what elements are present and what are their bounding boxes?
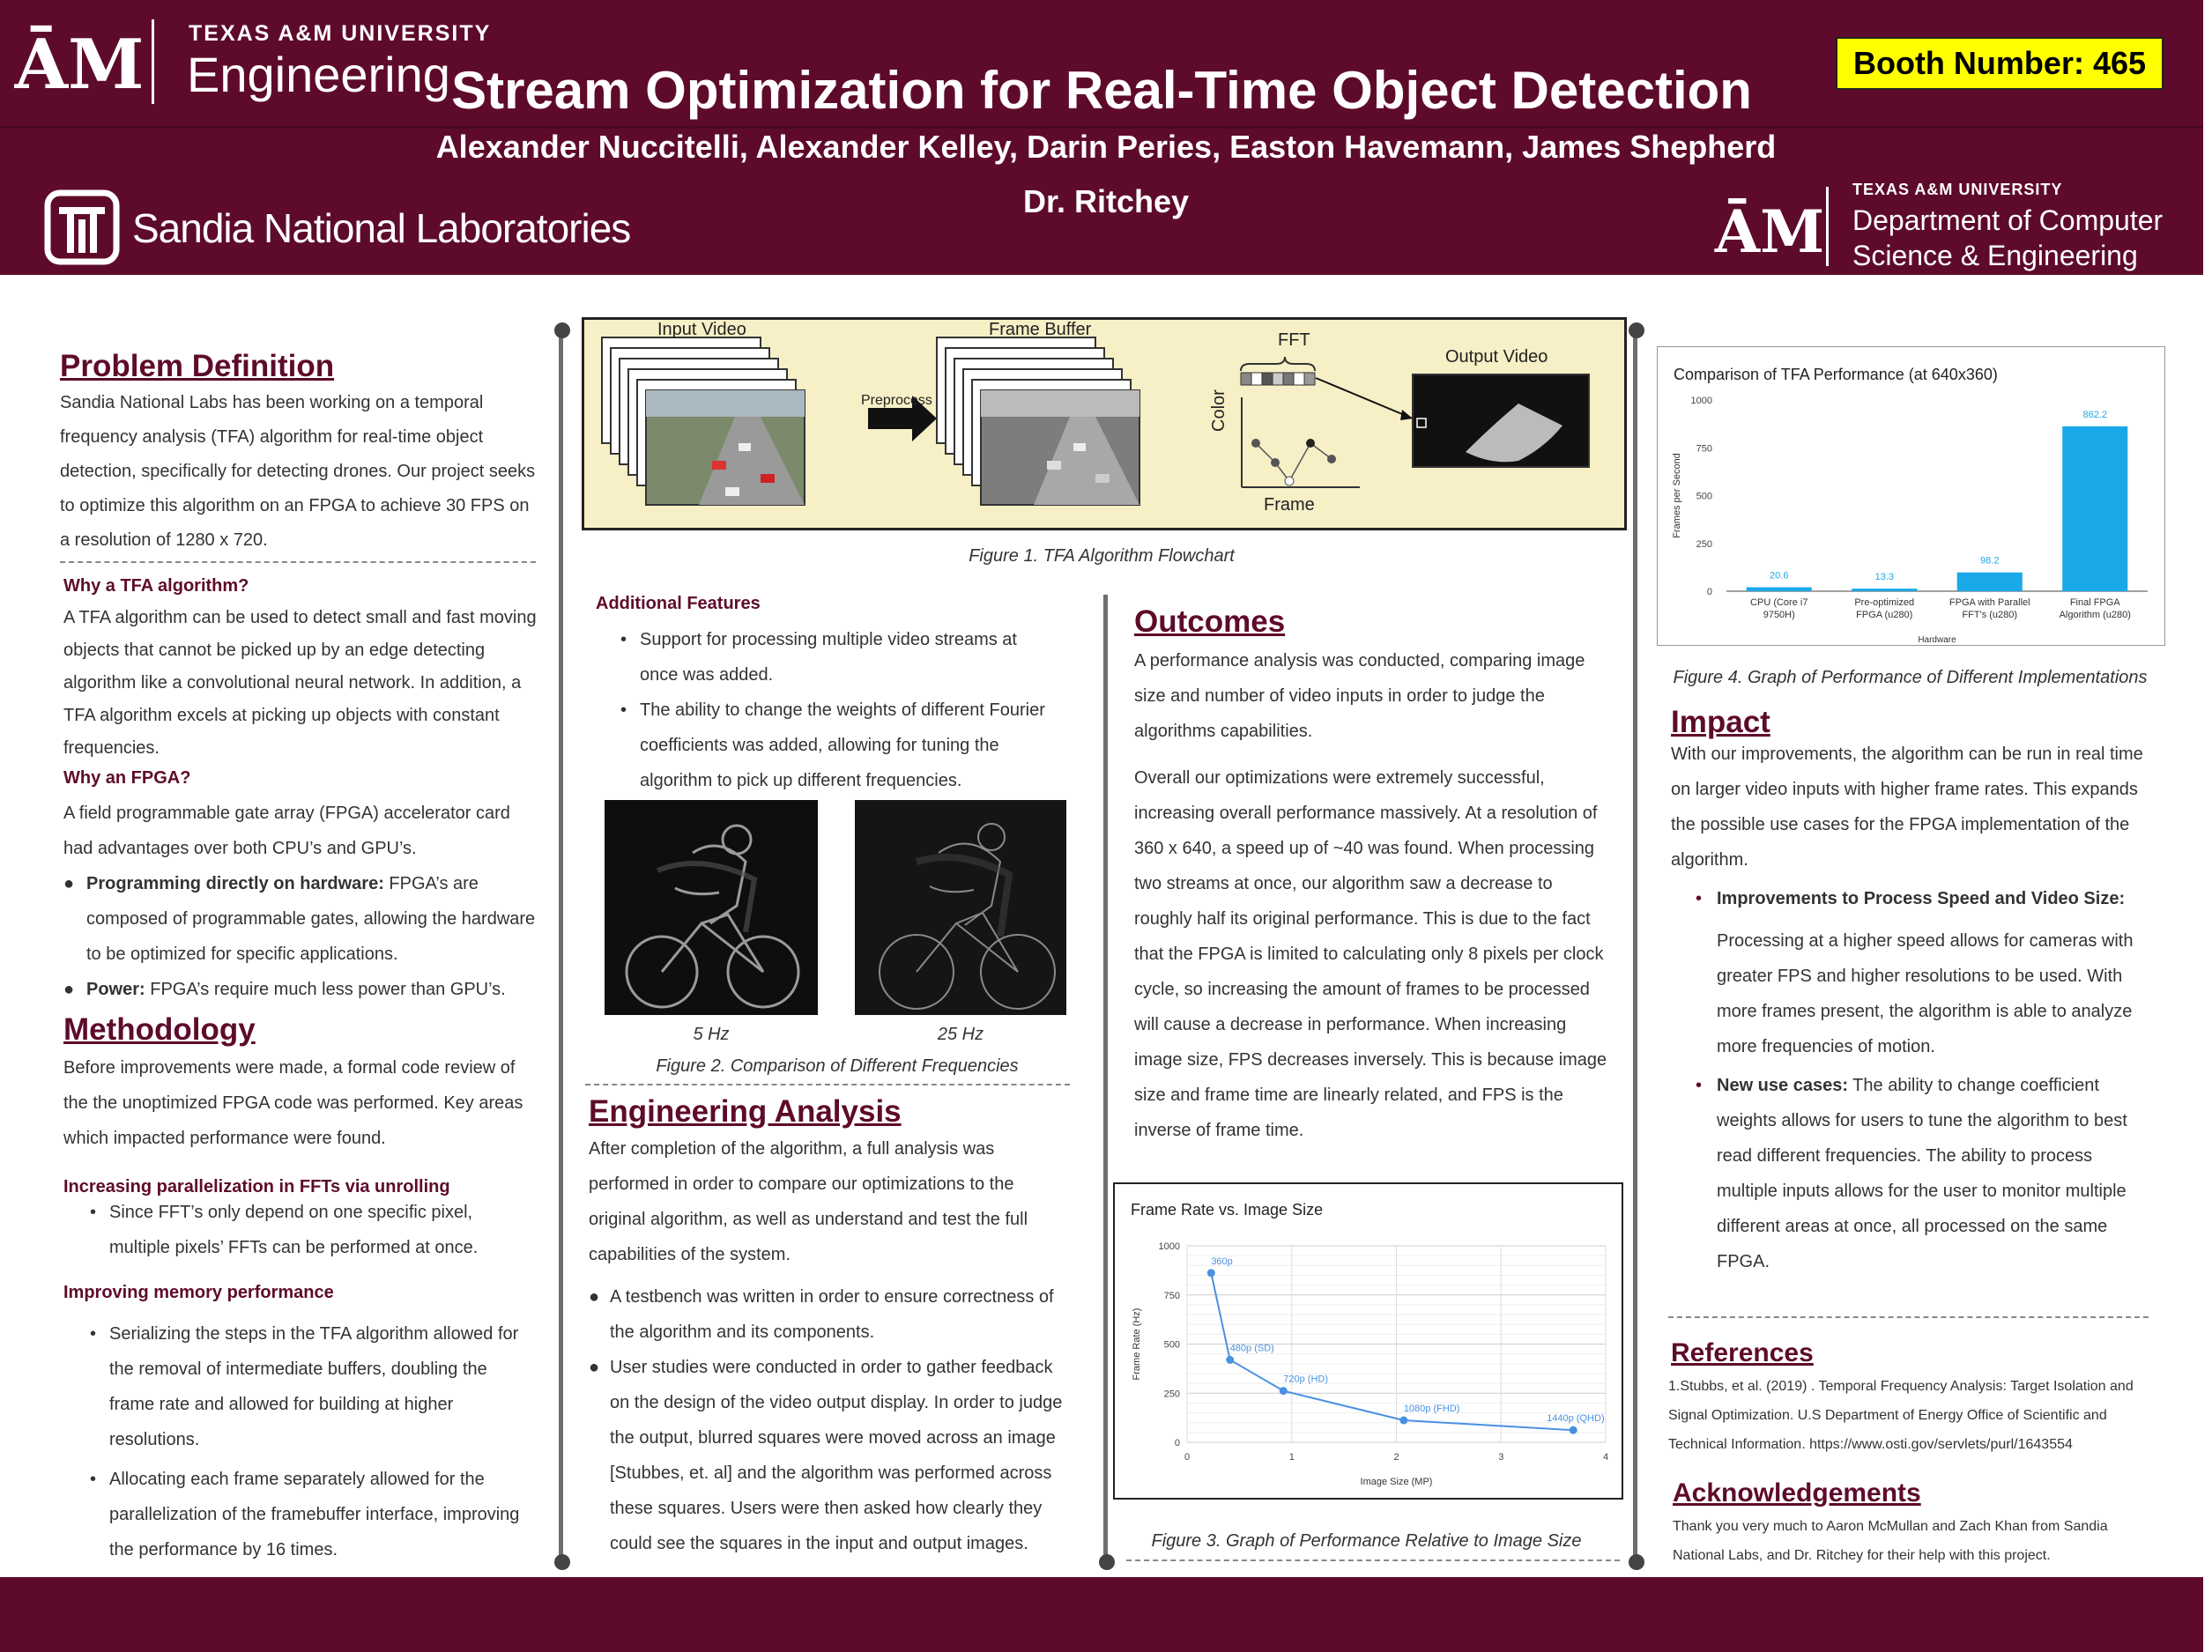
impact-bullet-2-bold: New use cases: xyxy=(1717,1076,1848,1095)
bar-value-label: 862.2 xyxy=(2082,409,2108,420)
bar-value-label: 13.3 xyxy=(1874,572,1894,583)
bar xyxy=(1957,573,2023,591)
methodology-text: Before improvements were made, a formal code review of the the unoptimized FPGA code was performed. Key areas which impacted performance were found. xyxy=(63,1058,523,1148)
point-label: 360p xyxy=(1211,1256,1233,1267)
booth-number-badge: Booth Number: 465 xyxy=(1836,37,2164,90)
sandia-wordmark: Sandia National Laboratories xyxy=(132,205,631,251)
column-divider-2 xyxy=(1103,595,1108,1562)
x-tick-label: 3 xyxy=(1498,1452,1504,1463)
bullet-icon: • xyxy=(1696,1076,1703,1095)
divider-3-top-dot xyxy=(1629,322,1644,338)
img1-label: 5 Hz xyxy=(693,1025,730,1044)
engineering-analysis-text: After completion of the algorithm, a full analysis was performed in order to compare our optimizations to the original algorithm, as well as understand and test the full capabilities of the system. xyxy=(589,1139,1028,1264)
fpga-bullet-hardware-bold: Programming directly on hardware: xyxy=(86,874,384,893)
data-point xyxy=(1570,1426,1577,1434)
engineering-bullet-1-text: A testbench was written in order to ensure correctness of the algorithm and its components. xyxy=(610,1287,1054,1342)
bullet-icon: ● xyxy=(63,874,75,893)
img2-label: 25 Hz xyxy=(937,1025,984,1044)
engineering-bullet-2-text: User studies were conducted in order to gather feedback on the design of the video output display. In order to judge the output, blurred squares were moved across an image [Stubbes, et. al] and the algorithm was performed across these squares. Users were then asked how clearly they could see the squares in the input and output images. xyxy=(610,1358,1063,1553)
why-fpga-text: A field programmable gate array (FPGA) accelerator card had advantages over both CPU’s and GPU’s. xyxy=(63,804,510,858)
engineering-bullet-2 xyxy=(589,1350,1077,1561)
cyclist-25hz-image xyxy=(855,800,1066,1015)
bullet-icon: • xyxy=(90,1203,97,1222)
problem-divider xyxy=(60,561,536,563)
category-label: Pre-optimized xyxy=(1854,597,1915,608)
category-label: FPGA (u280) xyxy=(1856,610,1913,620)
outcomes-p1: A performance analysis was conducted, comparing image size and number of video inputs in order to judge the algorithms capabilities. xyxy=(1134,651,1585,741)
data-point xyxy=(1226,1356,1234,1364)
impact-bullet-2-text: The ability to change coefficient weights allows for users to tune the algorithm to best read different frequencies. The ability to process multiple inputs allows for the user to monitor multiple different areas at once, all processed on the same FPGA. xyxy=(1717,1076,2127,1271)
y-axis-label: Frames per Second xyxy=(1672,453,1682,538)
x-tick-label: 1 xyxy=(1288,1452,1295,1463)
color-axis-label: Color xyxy=(1209,389,1228,432)
category-label: Algorithm (u280) xyxy=(2059,610,2131,620)
figure3-caption: Figure 3. Graph of Performance Relative to Image Size xyxy=(1151,1531,1582,1551)
divider-1-top-dot xyxy=(554,322,570,338)
frame-axis-label: Frame xyxy=(1264,495,1315,515)
problem-definition-heading: Problem Definition xyxy=(60,349,335,383)
svg-text:ĀM: ĀM xyxy=(14,25,145,105)
tfa-performance-chart xyxy=(1657,346,2165,646)
figure4-caption: Figure 4. Graph of Performance of Different Implementations xyxy=(1673,668,2148,687)
input-video-stack xyxy=(602,337,805,505)
x-axis-label: Image Size (MP) xyxy=(1360,1477,1433,1487)
y-tick-label: 0 xyxy=(1706,587,1712,597)
bar-value-label: 98.2 xyxy=(1980,555,2000,567)
tamu-dept-logo-icon xyxy=(1714,189,1825,268)
bullet-icon: • xyxy=(620,700,627,720)
data-point xyxy=(1280,1387,1288,1395)
fft-label: FFT xyxy=(1278,330,1310,350)
dept-line-1: Department of Computer xyxy=(1852,204,2164,236)
outcomes-p2: Overall our optimizations were extremely successful, increasing overall performance massively. At a resolution of 360 x 640, a speed up of ~40 was found. When processing two streams at once, our algorithm saw a decrease to roughly half its original performance. This is due to the fact that the FPGA is limited to calculating only 8 pixels per clock cycle, so increasing the amount of frames to be processed will cause a decrease in performance. When increasing image size, FPS decreases inversely. This is because image size and frame time are linearly related, and FPS is the inverse of frame time. xyxy=(1134,768,1607,1140)
output-video-label: Output Video xyxy=(1445,347,1548,367)
frame-rate-chart xyxy=(1113,1182,1623,1500)
bar xyxy=(2062,426,2127,591)
engineering-wordmark: Engineering xyxy=(187,47,450,102)
footer-bar xyxy=(0,1577,2203,1652)
chart-title: Frame Rate vs. Image Size xyxy=(1131,1201,1324,1219)
data-point xyxy=(1207,1269,1215,1277)
poster-title: Stream Optimization for Real-Time Object Detection xyxy=(451,61,1752,120)
impact-text: With our improvements, the algorithm can be run in real time on larger video inputs with higher frame rates. This expands the possible use cases for the FPGA implementation of the algorithm. xyxy=(1671,745,2143,870)
bullet-icon: • xyxy=(90,1470,97,1489)
advisor-line: Dr. Ritchey xyxy=(1022,183,1190,219)
parallelization-bullet-text: Since FFT’s only depend on one specific pixel, multiple pixels’ FFTs can be performed at once. xyxy=(109,1203,479,1257)
svg-text:ĀM: ĀM xyxy=(1714,197,1825,266)
data-point xyxy=(1399,1417,1407,1425)
parallelization-heading: Increasing parallelization in FFTs via unrolling xyxy=(63,1177,450,1196)
parallelization-bullet xyxy=(90,1195,532,1265)
bullet-icon: • xyxy=(90,1324,97,1344)
fpga-bullet-hardware xyxy=(63,866,538,972)
y-tick-label: 250 xyxy=(1163,1389,1180,1400)
point-label: 480p (SD) xyxy=(1229,1343,1274,1354)
x-tick-label: 4 xyxy=(1602,1452,1609,1463)
why-fpga-heading: Why an FPGA? xyxy=(63,768,191,788)
references-heading: References xyxy=(1671,1338,1814,1367)
cyclist-5hz-image xyxy=(605,800,818,1015)
y-axis-label: Frame Rate (Hz) xyxy=(1132,1308,1142,1381)
category-label: Final FPGA xyxy=(2069,597,2120,608)
y-tick-label: 1000 xyxy=(1690,396,1712,406)
point-label: 720p (HD) xyxy=(1283,1374,1328,1385)
fpga-bullet-hardware-text: FPGA’s are composed of programmable gates, allowing the hardware to be optimized for specific applications. xyxy=(86,874,536,964)
impact-bullet-1-bold: Improvements to Process Speed and Video Size: xyxy=(1717,889,2126,908)
memory-bullet-1 xyxy=(90,1316,532,1457)
reference-1: 1.Stubbs, et al. (2019) . Temporal Frequency Analysis: Target Isolation and Signal Optimization. U.S Department of Energy Office of Scientific and Technical Information. https://www.osti.gov/servlets/purl/1643554 xyxy=(1668,1379,2134,1452)
point-label: 1080p (FHD) xyxy=(1403,1404,1460,1415)
category-label: FFT's (u280) xyxy=(1962,610,2018,620)
methodology-heading: Methodology xyxy=(63,1012,256,1047)
sandia-logo-icon xyxy=(44,189,120,265)
outcomes-heading: Outcomes xyxy=(1134,604,1286,639)
memory-heading: Improving memory performance xyxy=(63,1283,334,1302)
fpga-bullet-power-text: FPGA’s require much less power than GPU’s. xyxy=(145,980,506,999)
bullet-icon: ● xyxy=(589,1287,600,1307)
university-small-text: TEXAS A&M UNIVERSITY xyxy=(189,21,492,46)
fpga-bullet-power xyxy=(63,972,538,1007)
dept-line-2: Science & Engineering xyxy=(1852,240,2138,271)
fpga-bullet-power-bold: Power: xyxy=(86,980,145,999)
bullet-icon: • xyxy=(620,630,627,649)
x-axis-label: Hardware xyxy=(1918,635,1956,645)
column-divider-1 xyxy=(559,333,563,1562)
category-label: FPGA with Parallel xyxy=(1948,597,2030,608)
impact-bullet-1-text: Processing at a higher speed allows for cameras with greater FPS and higher resolutions to be used. With more frames present, the algorithm is able to analyze more frequencies of motion. xyxy=(1717,931,2134,1056)
memory-bullet-2 xyxy=(90,1462,532,1567)
bullet-icon: ● xyxy=(589,1358,600,1377)
why-tfa-text: A TFA algorithm can be used to detect small and fast moving objects that cannot be picked up by an edge detecting algorithm like a convolutional neural network. In addition, a TFA algorithm excels at picking up objects with constant frequencies. xyxy=(63,608,537,758)
figure2-caption: Figure 2. Comparison of Different Frequencies xyxy=(656,1056,1019,1076)
y-tick-label: 1000 xyxy=(1158,1241,1180,1252)
problem-definition-text: Sandia National Labs has been working on a temporal frequency analysis (TFA) algorithm for real-time object detection, specifically for detecting drones. Our project seeks to optimize this algorithm on an FPGA to achieve 30 FPS on a resolution of 1280 x 720. xyxy=(60,393,536,550)
impact-divider xyxy=(1668,1316,2149,1318)
divider-2-bottom-dot xyxy=(1099,1554,1115,1570)
features-bullet-1-text: Support for processing multiple video streams at once was added. xyxy=(640,630,1017,685)
tfa-performance-chart-svg xyxy=(1658,347,2164,645)
additional-features-heading: Additional Features xyxy=(596,594,761,613)
divider-1-bottom-dot xyxy=(554,1554,570,1570)
impact-bullet-2 xyxy=(1696,1068,2157,1279)
frame-buffer-label: Frame Buffer xyxy=(989,320,1092,339)
features-bullet-2 xyxy=(620,693,1063,798)
y-tick-label: 500 xyxy=(1163,1339,1180,1351)
memory-bullet-1-text: Serializing the steps in the TFA algorithm allowed for the removal of intermediate buffers, doubling the frame rate and allowed for building at higher resolutions. xyxy=(109,1324,519,1449)
y-tick-label: 750 xyxy=(1163,1290,1180,1301)
column-divider-3 xyxy=(1633,333,1637,1562)
features-bullet-1 xyxy=(620,622,1054,693)
dept-university-small: TEXAS A&M UNIVERSITY xyxy=(1852,181,2063,198)
figure3-divider xyxy=(1126,1559,1620,1561)
features-bullet-2-text: The ability to change the weights of different Fourier coefficients was added, allowing for tuning the algorithm to pick up different frequencies. xyxy=(640,700,1045,790)
memory-bullet-2-text: Allocating each frame separately allowed for the parallelization of the framebuffer interface, improving the performance by 16 times. xyxy=(109,1470,520,1559)
dept-logo-divider xyxy=(1826,187,1829,266)
bullet-icon: ● xyxy=(63,980,75,999)
category-label: 9750H) xyxy=(1763,610,1795,620)
engineering-analysis-heading: Engineering Analysis xyxy=(589,1094,902,1129)
acknowledgements-text: Thank you very much to Aaron McMullan and Zach Khan from Sandia National Labs, and Dr. Ritchey for their help with this project. xyxy=(1673,1519,2108,1563)
divider-3-bottom-dot xyxy=(1629,1554,1644,1570)
y-tick-label: 500 xyxy=(1696,491,1712,502)
impact-bullet-1 xyxy=(1696,881,2157,1064)
bar xyxy=(1747,588,1812,591)
authors-line: Alexander Nuccitelli, Alexander Kelley, Darin Peries, Easton Havemann, James Shepherd xyxy=(435,129,1777,165)
frame-rate-chart-svg xyxy=(1115,1184,1622,1498)
y-tick-label: 0 xyxy=(1174,1438,1180,1448)
impact-heading: Impact xyxy=(1671,705,1770,739)
preprocess-label: Preprocess xyxy=(861,393,932,408)
x-tick-label: 2 xyxy=(1393,1452,1399,1463)
input-video-label: Input Video xyxy=(657,320,746,339)
x-tick-label: 0 xyxy=(1184,1452,1191,1463)
bar xyxy=(1852,589,1917,591)
point-label: 1440p (QHD) xyxy=(1547,1413,1605,1425)
why-tfa-heading: Why a TFA algorithm? xyxy=(63,576,249,596)
category-label: CPU (Core i7 xyxy=(1750,597,1808,608)
bullet-icon: • xyxy=(1696,889,1703,908)
figure2-divider xyxy=(585,1084,1070,1085)
y-tick-label: 250 xyxy=(1696,538,1712,550)
engineering-bullet-1 xyxy=(589,1279,1077,1350)
bar-value-label: 20.6 xyxy=(1770,570,1789,582)
chart-title: Comparison of TFA Performance (at 640x360) xyxy=(1674,366,1998,383)
figure1-caption: Figure 1. TFA Algorithm Flowchart xyxy=(969,546,1235,566)
acknowledgements-heading: Acknowledgements xyxy=(1673,1478,1921,1508)
y-tick-label: 750 xyxy=(1696,443,1712,455)
